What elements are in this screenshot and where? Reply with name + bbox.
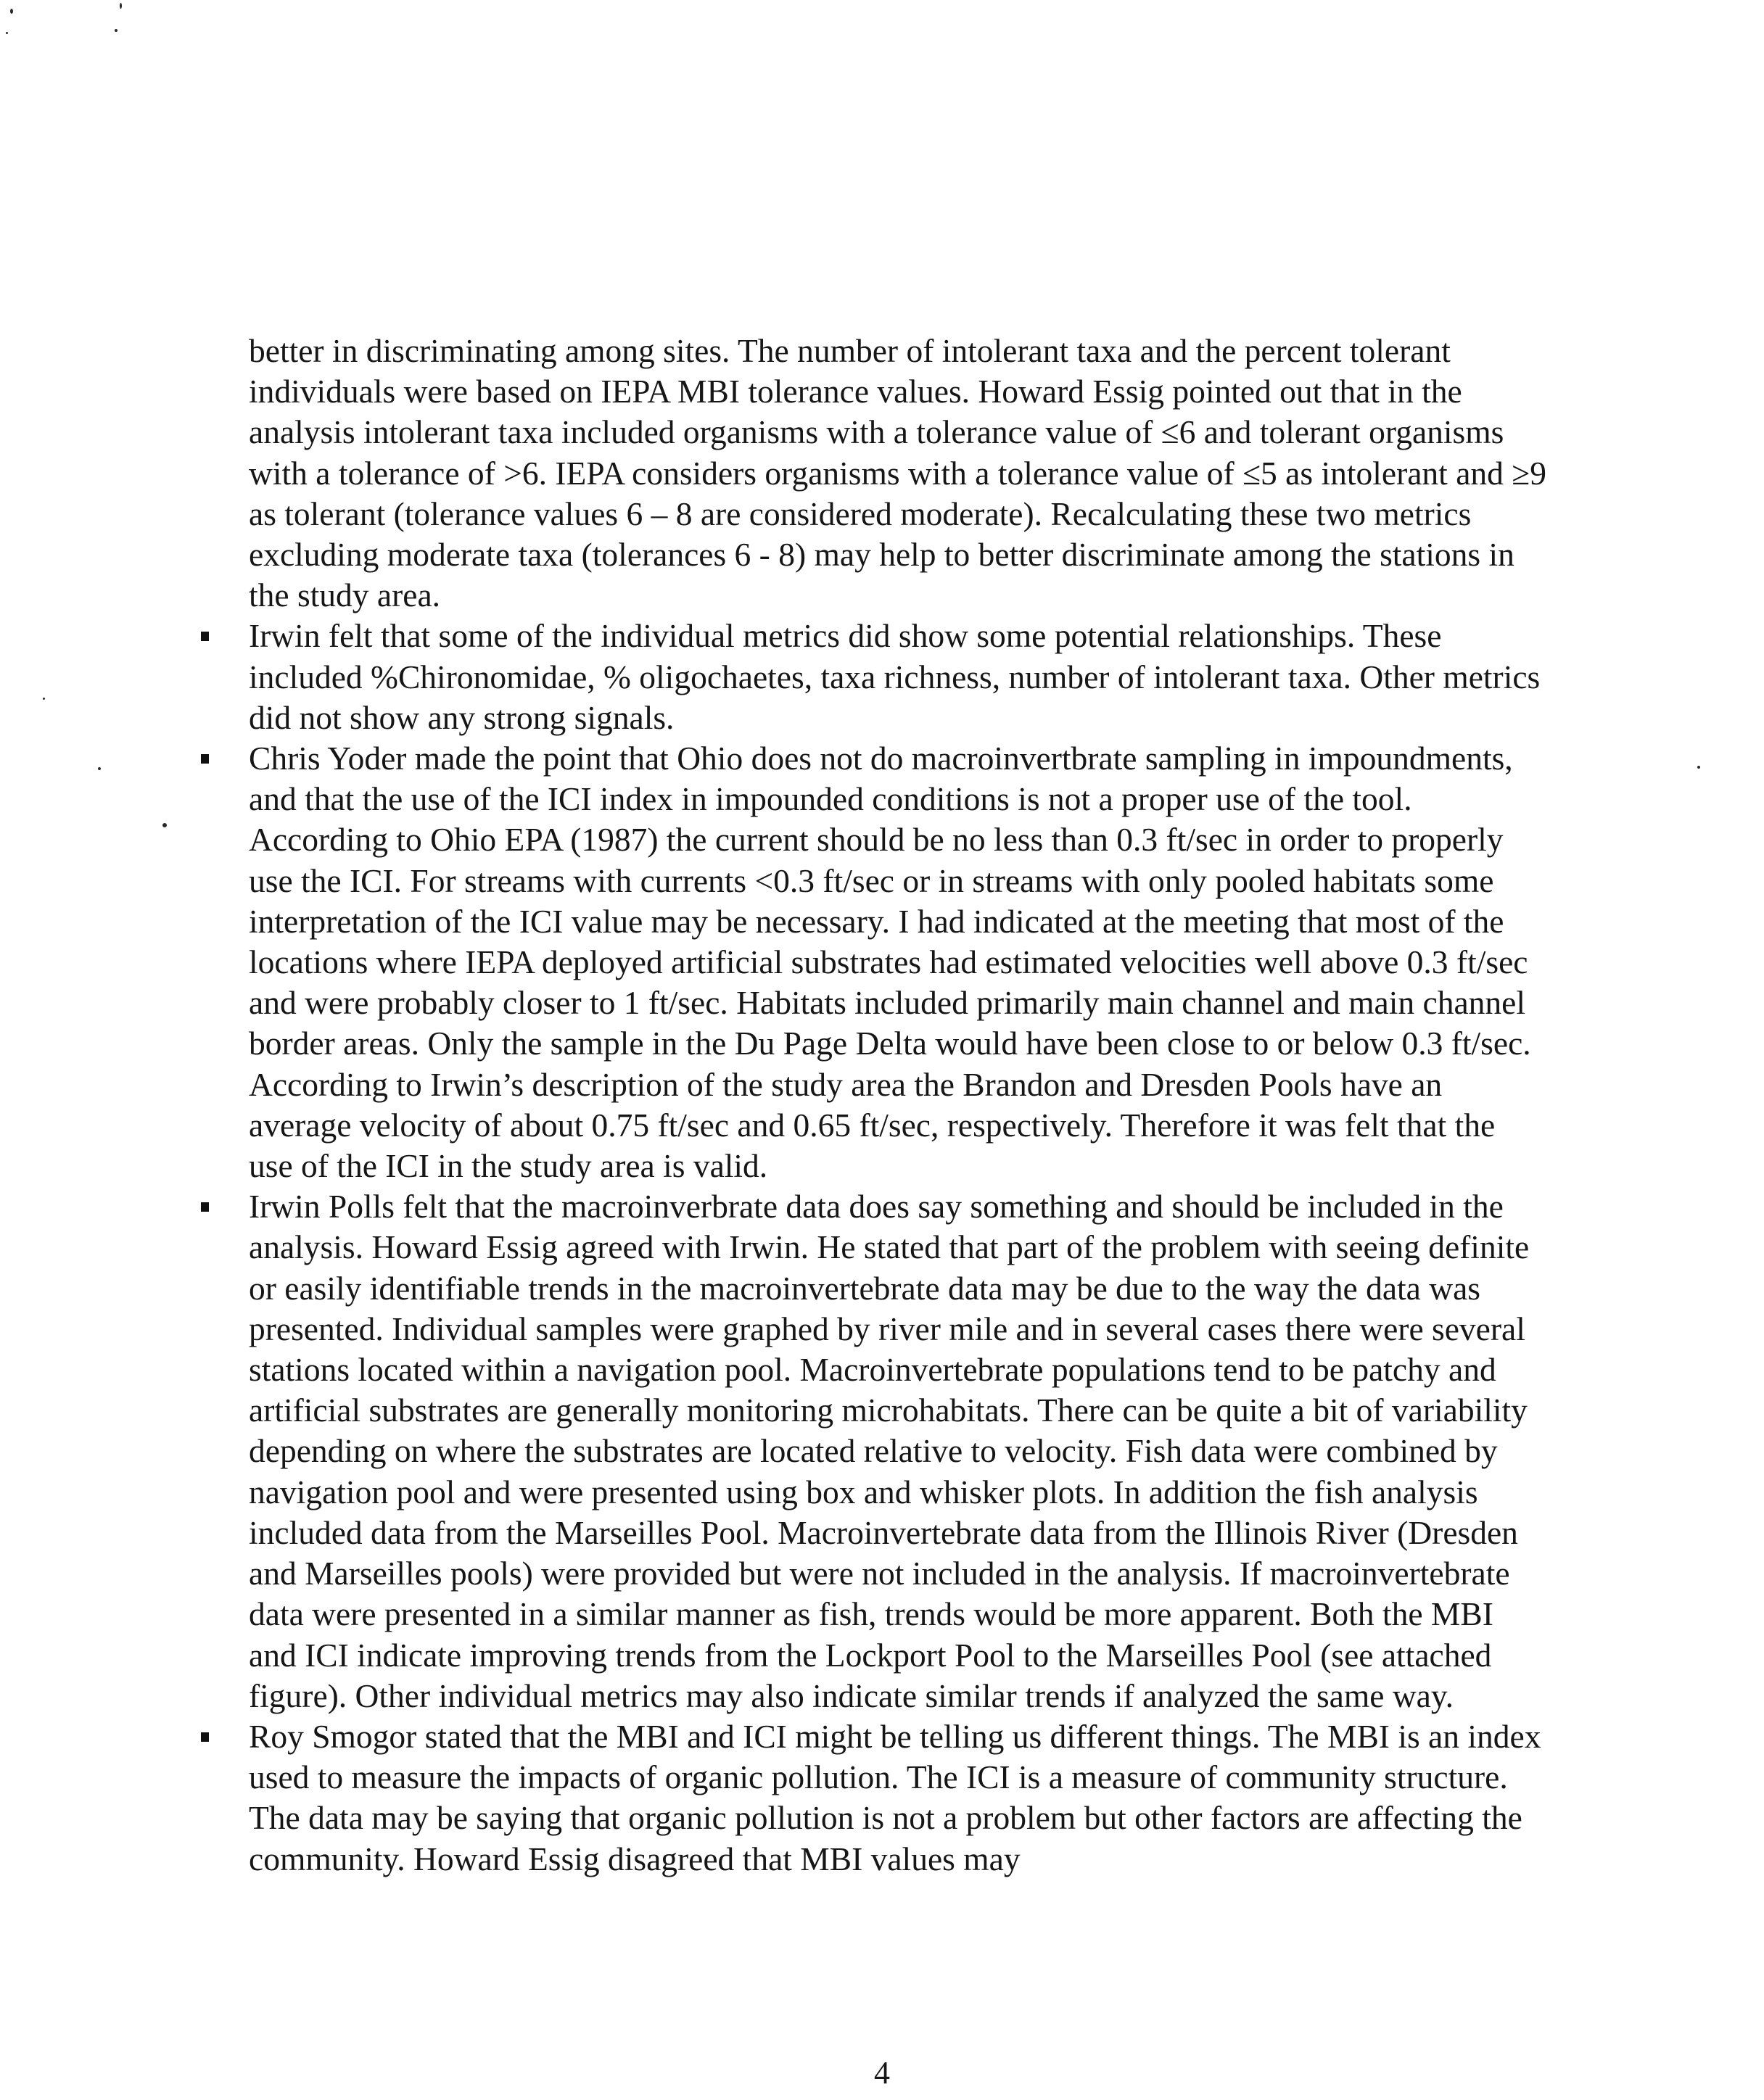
square-bullet-icon xyxy=(201,632,209,641)
scan-speck xyxy=(115,29,118,32)
page-number: 4 xyxy=(874,2055,890,2091)
bullet-item-chris-yoder xyxy=(249,738,1547,1186)
scan-speck xyxy=(162,823,167,827)
scan-speck xyxy=(6,32,8,34)
scan-speck xyxy=(98,767,101,770)
bullet-text: Irwin Polls felt that the macroinverbrate data does say something and should be included in the analysis. Howard Essig agreed with Irwin. He stated that part of the problem with seeing definite or easily identifiable trends in the macroinvertebrate data may be due to the way the data was presented. Individual samples were graphed by river mile and in several cases there were several stations located within a navigation pool. Macroinvertebrate populations tend to be patchy and artificial substrates are generally monitoring microhabitats. There can be quite a bit of variability depending on where the substrates are located relative to velocity. Fish data were combined by navigation pool and were presented using box and whisker plots. In addition the fish analysis included data from the Marseilles Pool. Macroinvertebrate data from the Illinois River (Dresden and Marseilles pools) were provided but were not included in the analysis. If macroinvertebrate data were presented in a similar manner as fish, trends would be more apparent. Both the MBI and ICI indicate improving trends from the Lockport Pool to the Marseilles Pool (see attached figure). Other individual metrics may also indicate similar trends if analyzed the same way. xyxy=(249,1188,1530,1714)
bullet-item-irwin-polls xyxy=(249,1186,1547,1716)
bullet-item-roy-smogor xyxy=(249,1716,1547,1880)
square-bullet-icon xyxy=(201,1732,209,1742)
scan-speck xyxy=(1697,766,1700,769)
bullet-item-irwin-metrics xyxy=(249,616,1547,738)
bullet-text: Roy Smogor stated that the MBI and ICI might be telling us different things. The MBI is an index used to measure the impacts of organic pollution. The ICI is a measure of community structure. The data may be saying that organic pollution is not a problem but other factors are affecting the community. Howard Essig disagreed that MBI values may xyxy=(249,1717,1541,1877)
continuation-paragraph: better in discriminating among sites. The number of intolerant taxa and the percent tolerant individuals were based on IEPA MBI tolerance values. Howard Essig pointed out that in the analysis intolerant taxa included organisms with a tolerance value of ≤6 and tolerant organisms with a tolerance of >6. IEPA considers organisms with a tolerance value of ≤5 as intolerant and ≥9 as tolerant (tolerance values 6 – 8 are considered moderate). Recalculating these two metrics excluding moderate taxa (tolerances 6 - 8) may help to better discriminate among the stations in the study area. xyxy=(249,332,1546,614)
square-bullet-icon xyxy=(201,754,209,764)
bullet-text: Chris Yoder made the point that Ohio does not do macroinvertbrate sampling in impoundments, and that the use of the ICI index in impounded conditions is not a proper use of the tool. According to Ohio EPA (1987) the current should be no less than 0.3 ft/sec in order to properly use the ICI. For streams with currents <0.3 ft/sec or in streams with only pooled habitats some interpretation of the ICI value may be necessary. I had indicated at the meeting that most of the locations where IEPA deployed artificial substrates had estimated velocities well above 0.3 ft/sec and were probably closer to 1 ft/sec. Habitats included primarily main channel and main channel border areas. Only the sample in the Du Page Delta would have been close to or below 0.3 ft/sec. According to Irwin’s description of the study area the Brandon and Dresden Pools have an average velocity of about 0.75 ft/sec and 0.65 ft/sec, respectively. Therefore it was felt that the use of the ICI in the study area is valid. xyxy=(249,740,1531,1185)
scan-speck xyxy=(10,9,13,14)
scan-speck xyxy=(120,3,122,9)
square-bullet-icon xyxy=(201,1202,209,1212)
scan-speck xyxy=(43,698,45,700)
bullet-list xyxy=(249,616,1547,1879)
page-body xyxy=(249,331,1547,1880)
bullet-text: Irwin felt that some of the individual metrics did show some potential relationships. These included %Chironomidae, % oligochaetes, taxa richness, number of intolerant taxa. Other metrics did not show any strong signals. xyxy=(249,617,1541,736)
